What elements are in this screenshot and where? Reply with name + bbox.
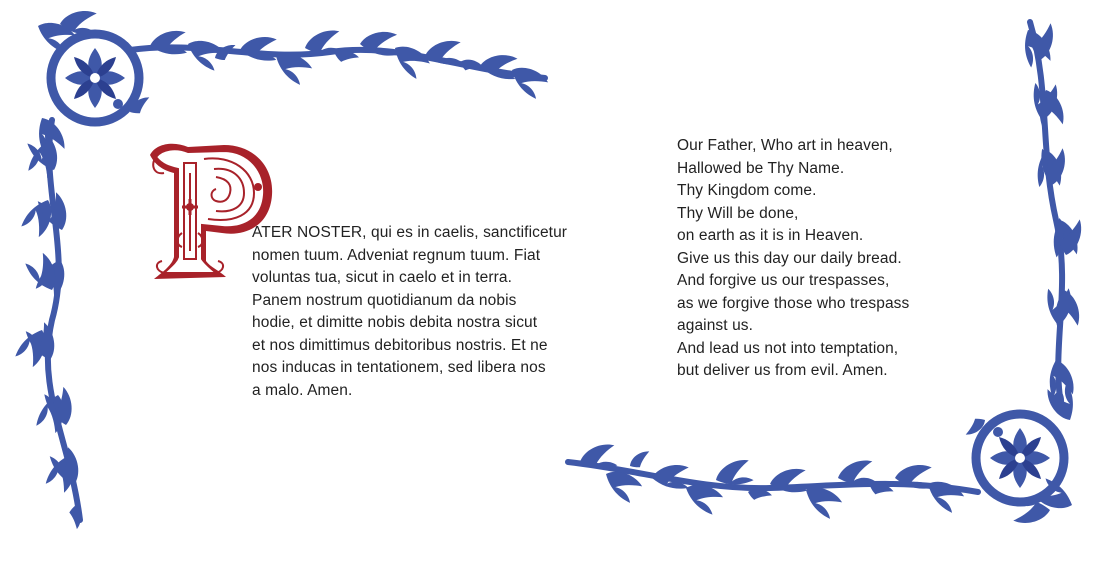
english-line: Hallowed be Thy Name.	[677, 159, 845, 177]
latin-prayer	[136, 133, 616, 413]
english-line: as we forgive those who trespass	[677, 294, 910, 312]
latin-line: nos inducas in tentationem, sed libera nos	[252, 359, 546, 376]
english-line: Our Father, Who art in heaven,	[677, 137, 893, 154]
english-line: against us.	[677, 317, 754, 334]
english-line: And forgive us our trespasses,	[677, 272, 890, 289]
english-line: Give us this day our daily bread.	[677, 249, 902, 267]
english-line: but deliver us from evil. Amen.	[677, 362, 888, 379]
english-line: Thy Will be done,	[677, 204, 799, 222]
latin-line: ATER NOSTER, qui es in caelis, sanctificetur	[252, 224, 568, 241]
english-line: on earth as it is in Heaven.	[677, 227, 864, 244]
latin-line: voluntas tua, sicut in caelo et in terra.	[252, 269, 512, 286]
latin-line: a malo. Amen.	[252, 381, 353, 399]
latin-line: Panem nostrum quotidianum da nobis	[252, 291, 517, 309]
english-prayer-text	[677, 135, 997, 383]
latin-prayer-text	[252, 222, 617, 402]
latin-line: nomen tuum. Adveniat regnum tuum. Fiat	[252, 246, 541, 264]
latin-line: et nos dimittimus debitoribus nostris. Et ne	[252, 336, 548, 354]
english-line: And lead us not into temptation,	[677, 339, 899, 357]
english-line: Thy Kingdom come.	[677, 182, 817, 199]
latin-line: hodie, et dimitte nobis debita nostra sicut	[252, 314, 538, 331]
